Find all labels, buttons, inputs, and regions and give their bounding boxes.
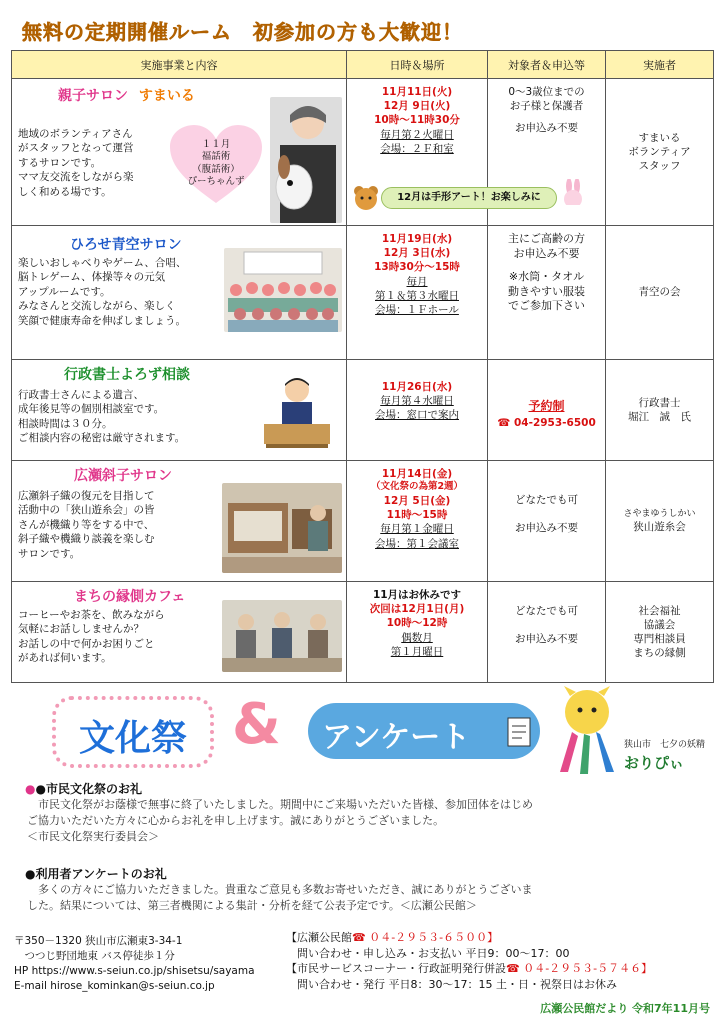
mascot-caption: 狭山市 七夕の妖精: [624, 740, 706, 750]
row-host: さやまゆうしかい 狭山遊糸会: [606, 461, 714, 582]
bunkasai-badge: [52, 696, 214, 768]
row-content: [12, 461, 347, 582]
time-line: 10時～11時30分: [374, 114, 460, 127]
phone-number: ☎ 04-2953-6500: [497, 417, 596, 430]
heart-text: １１月 福話術 （腹話術） ぴーちゃんず: [187, 139, 245, 188]
event-title: 行政書士よろず相談: [64, 367, 190, 383]
notice2-heading: ●利用者アンケートのお礼: [25, 867, 167, 881]
email-link[interactable]: E-mail hirose_kominkan@s-seiun.co.jp: [14, 979, 215, 992]
event-title-a: 親子サロン: [58, 88, 128, 104]
event-title: まちの縁側カフェ: [74, 589, 186, 605]
row-date: 11月19日(水) 12月 3日(水) 13時30分～15時 毎月 第１＆第３水曜日 会場：１Ｆホール: [347, 226, 488, 360]
event-title-b: すまいる: [138, 88, 195, 104]
row-host: 行政書士 堀江 誠 氏: [606, 360, 714, 461]
kominkan-phone: 【広瀬公民館☎ ０４-２９５３-６５００】: [286, 931, 499, 944]
row-content: [12, 360, 347, 461]
table-row: [12, 582, 714, 683]
date-line: 11月11日(火): [381, 86, 453, 98]
row-content: [12, 582, 347, 683]
venue-line: 会場：２Ｆ和室: [380, 142, 454, 155]
header-date: 日時＆場所: [347, 51, 488, 79]
row-host: すまいる ボランティア スタッフ: [606, 79, 714, 226]
enquete-label: アンケート: [322, 720, 471, 755]
table-row: [12, 226, 714, 360]
clipboard-icon: [506, 714, 536, 748]
row-content: [12, 79, 347, 226]
kominkan-hours: 問い合わせ・申し込み・お支払い 平日9：00～17：00: [286, 946, 570, 960]
event-desc: 楽しいおしゃべりやゲーム、合唱、 脳トレゲーム、体操等々の元気 アップルームです。 みなさんと交流しながら、楽しく 笑顔で健康寿命を伸ばしましょう。: [18, 257, 187, 327]
event-title: ひろせ青空サロン: [70, 237, 182, 253]
row-target: どなたでも可 お申込み不要: [488, 582, 606, 683]
event-desc: コーヒーやお茶を、飲みながら 気軽にお話ししませんか？ お話しの中で何かお困りごと があれば伺います。: [18, 609, 165, 665]
mascot-name: おりぴぃ: [624, 754, 685, 772]
banner-text: 12月は手形アート！お楽しみに: [381, 187, 557, 209]
bus-stop: つつじ野団地東 バス停徒歩１分: [14, 949, 175, 962]
table-header-row: [12, 51, 714, 79]
event-desc: 地域のボランティアさん がスタッフとなって運営 するサロンです。 ママ友交流をしながら楽 しく和める場です。: [18, 128, 134, 198]
row-date: 11月26日(水) 毎月第４水曜日 会場：窓口で案内: [347, 360, 488, 461]
bear-icon: [351, 185, 381, 211]
row-target: [488, 360, 606, 461]
consultant-illustration: [264, 372, 330, 450]
date-line: 12月 9日(火): [383, 100, 451, 113]
row-host: 青空の会: [606, 226, 714, 360]
notice1-heading: ●●市民文化祭のお礼: [25, 782, 142, 796]
homepage-link[interactable]: HP https://www.s-seiun.co.jp/shisetsu/sayama: [14, 964, 255, 977]
enquete-badge: [308, 703, 540, 759]
service-corner-hours: 問い合わせ・発行 平日8：30～17：15 土・日・祝祭日はお休み: [286, 977, 617, 991]
event-title: 広瀬斜子サロン: [74, 468, 172, 484]
schedule-line: 毎月第２火曜日: [380, 128, 454, 141]
table-row: [12, 360, 714, 461]
cafe-photo: [222, 600, 342, 672]
puppet-photo: [270, 97, 342, 223]
row-target: 主にご高齢の方 お申込み不要 ※水筒・タオル 動きやすい服装 でご参加下さい: [488, 226, 606, 360]
december-banner: [351, 185, 583, 211]
row-target: どなたでも可 お申込み不要: [488, 461, 606, 582]
row-host: 社会福祉 協議会 専門相談員 まちの縁側: [606, 582, 714, 683]
reservation-required: 予約制: [528, 399, 565, 413]
header-target: 対象者＆申込等: [488, 51, 606, 79]
row-date: 11月14日(金) （文化祭の為第2週） 12月 5日(金) 11時～15時 毎月第１金曜日 会場：第１会議室: [347, 461, 488, 582]
loom-photo: [222, 483, 342, 573]
row-date: 11月はお休みです 次回は12月1日(月) 10時～12時 偶数月 第１月曜日: [347, 582, 488, 683]
postal-address: 〒350－1320 狭山市広瀬東3-34-1: [14, 935, 183, 947]
bunkasai-label: 文化祭: [78, 718, 187, 759]
page-headline: 無料の定期開催ルーム 初参加の方も大歓迎！: [22, 20, 463, 44]
event-desc: 広瀬斜子織の復元を目指して 活動中の「狭山遊糸会」の皆 さんが機織り等をする中で、 斜子織や機織り談義を楽しむ サロンです。: [18, 490, 155, 560]
notice2-body: 多くの方々にご協力いただきました。貴重なご意見も多数お寄せいただき、誠にありがとうございま した。結果については、第三者機関による集計・分析を経て公表予定です。＜広瀬公民館＞: [27, 883, 533, 912]
row-content: [12, 226, 347, 360]
event-table: [11, 50, 714, 683]
notice1-body: 市民文化祭がお蔭様で無事に終了いたしました。期間中にご来場いただいた皆様、参加団体をはじめ ご協力いただいた方々に心からお礼を申し上げます。誠にありがとうございました。 ＜市民文化祭実行委員会＞: [27, 798, 533, 843]
row-target: 0～3歳位までの お子様と保護者 お申込み不要: [488, 79, 606, 226]
table-row: [12, 461, 714, 582]
footer-address: [14, 934, 255, 994]
footer-contact: [286, 930, 652, 992]
event-title: [58, 87, 195, 106]
issue-label: 広瀬公民館だより 令和7年11月号: [540, 1002, 710, 1015]
header-host: 実施者: [606, 51, 714, 79]
event-desc: 行政書士さんによる遺言、 成年後見等の個別相談室です。 相談時間は３０分。 ご相談内容の秘密は厳守されます。: [18, 389, 186, 445]
service-corner-phone: 【市民サービスコーナー・行政証明発行併設☎ ０４-２９５３-５７４６】: [286, 962, 653, 976]
group-photo: [224, 248, 342, 332]
oripii-mascot-icon: [556, 684, 618, 776]
rabbit-icon: [561, 179, 585, 205]
ampersand: &: [232, 692, 281, 757]
header-content: 実施事業と内容: [12, 51, 347, 79]
